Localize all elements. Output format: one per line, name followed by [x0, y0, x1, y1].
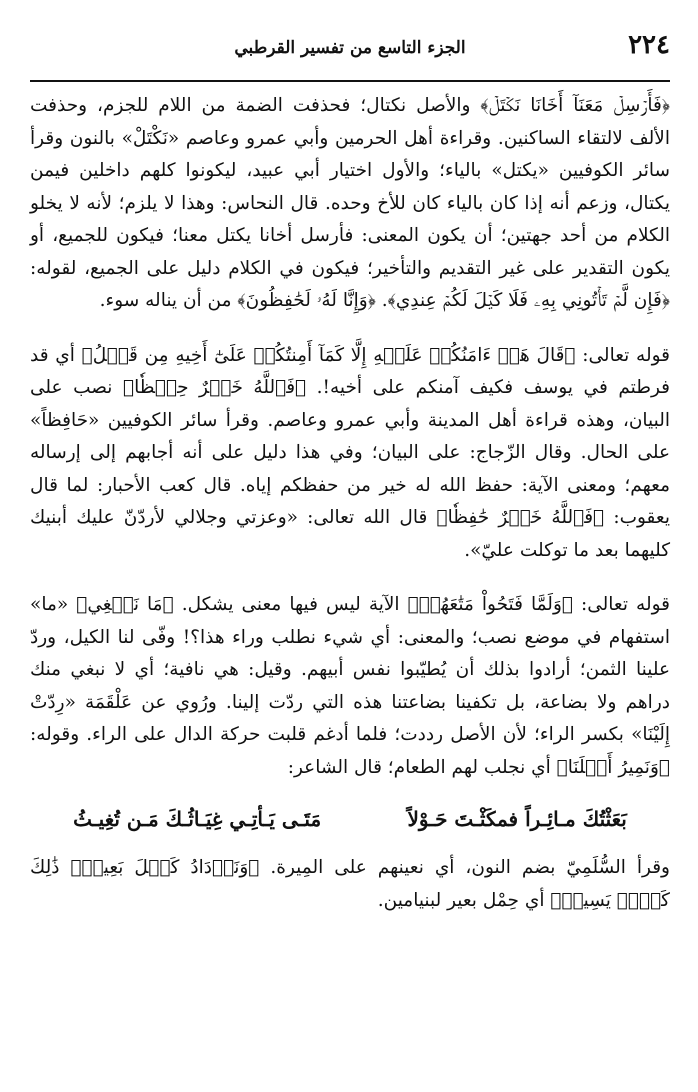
book-page: [30, 14, 670, 1078]
verse-first-hemistich: بَعَثْتُكَ مـائِـراً فمكَثْـتَ حَـوْلاً: [407, 807, 627, 831]
paragraph-commentary-3: قوله تعالى: ﴿وَلَمَّا فَتَحُواْ مَتَٰعَهُمۡ﴾ الآية ليس فيها معنى يشكل. ﴿مَا نَبۡغِي﴾ «ما» استفهام في موضع نصب؛ والمعنى: أي شيء نطلب وراء هذا؟! وفّى لنا الكيل، وردّ علينا الثمن؛ أرادوا بذلك أن يُطيّبوا نفس أبيهم. وقيل: هي نافية؛ أي لا نبغي منك دراهم ولا بضاعة، بل تكفينا بضاعتنا هذه التي ردّت إلينا. ورُوي عن عَلْقَمَة «رِدّتْ إِلَيْنَا» بكسر الراء؛ لأن الأصل رددت؛ فلما أدغم قلبت حركة الدال على الراء. وقوله: ﴿وَنَمِيرُ أَهۡلَنَا﴾ أي نجلب لهم الطعام؛ قال الشاعر:: [30, 594, 670, 778]
paragraph-closing: وقرأ السُّلَمِيّ بضم النون، أي نعينهم على المِيرة. ﴿وَنَزۡدَادُ كَيۡلَ بَعِيرٖۖ ذَٰلِكَ كَيۡلٞ يَسِيرٞ﴾ أي حِمْل بعير لبنيامين.: [30, 857, 670, 911]
poetry-verse: [30, 802, 670, 836]
page-body: [30, 90, 670, 917]
verse-second-hemistich: مَتَـى يَـأتِـي غِيَـاثُـكَ مَـن تُغِيـثُ: [73, 807, 322, 831]
page-number: ٢٢٤: [628, 30, 670, 60]
paragraph-commentary-1: ﴿فَأَرۡسِلۡ مَعَنَآ أَخَانَا نَكۡتَلۡ﴾ والأصل نكتال؛ فحذفت الضمة من اللام للجزم، وحذفت الألف لالتقاء الساكنين. وقراءة أهل الحرمين وأبي عمرو وعاصم «نَكْتَلْ» بالنون وقرأ سائر الكوفيين «يكتل» بالياء؛ والأول اختيار أبي عبيد، ليكونوا كلهم داخلين فيمن يكتال، وزعم أنه إذا كان بالياء كان للأخ وحده. قال النحاس: وهذا لا يلزم؛ لأنه لا يخلو الكلام من أحد جهتين؛ أن يكون المعنى: فأرسل أخانا يكتل معنا؛ فيكون للجميع، أو يكون التقدير على غير التقديم والتأخير؛ فيكون في الكلام دليل على الجميع، لقوله: ﴿فَإِن لَّمۡ تَأۡتُونِي بِهِۦ فَلَا كَيۡلَ لَكُمۡ عِندِي﴾. ﴿وَإِنَّا لَهُۥ لَحَٰفِظُونَ﴾ من أن يناله سوء.: [30, 95, 670, 311]
paragraph-gap: [30, 318, 670, 340]
page-header: [30, 14, 670, 72]
running-title: الجزء التاسع من تفسير القرطبي: [234, 38, 466, 58]
header-rule: [30, 80, 670, 82]
paragraph-commentary-2: قوله تعالى: ﴿قَالَ هَلۡ ءَامَنُكُمۡ عَلَيۡهِ إِلَّا كَمَآ أَمِنتُكُمۡ عَلَىٰٓ أَخِيهِ مِن قَبۡلُ﴾ أي قد فرطتم في يوسف فكيف آمنكم على أخيه!. ﴿فَٱللَّهُ خَيۡرٌ حِفۡظٗا﴾ نصب على البيان، وهذه قراءة أهل المدينة وأبي عمرو وعاصم. وقرأ سائر الكوفيين «حَافِظاً» على الحال. وقال الزّجاج: على البيان؛ وفي هذا دليل على أنه أجابهم إلى إرساله معهم؛ ومعنى الآية: حفظ الله له خير من حفظكم إياه. قال كعب الأحبار: لما قال يعقوب: ﴿فَٱللَّهُ خَيۡرٌ حَٰفِظٗا﴾ قال الله تعالى: «وعزتي وجلالي لأردّنّ عليك أبنيك كليهما بعد ما توكلت عليّ».: [30, 344, 670, 561]
paragraph-gap: [30, 567, 670, 589]
